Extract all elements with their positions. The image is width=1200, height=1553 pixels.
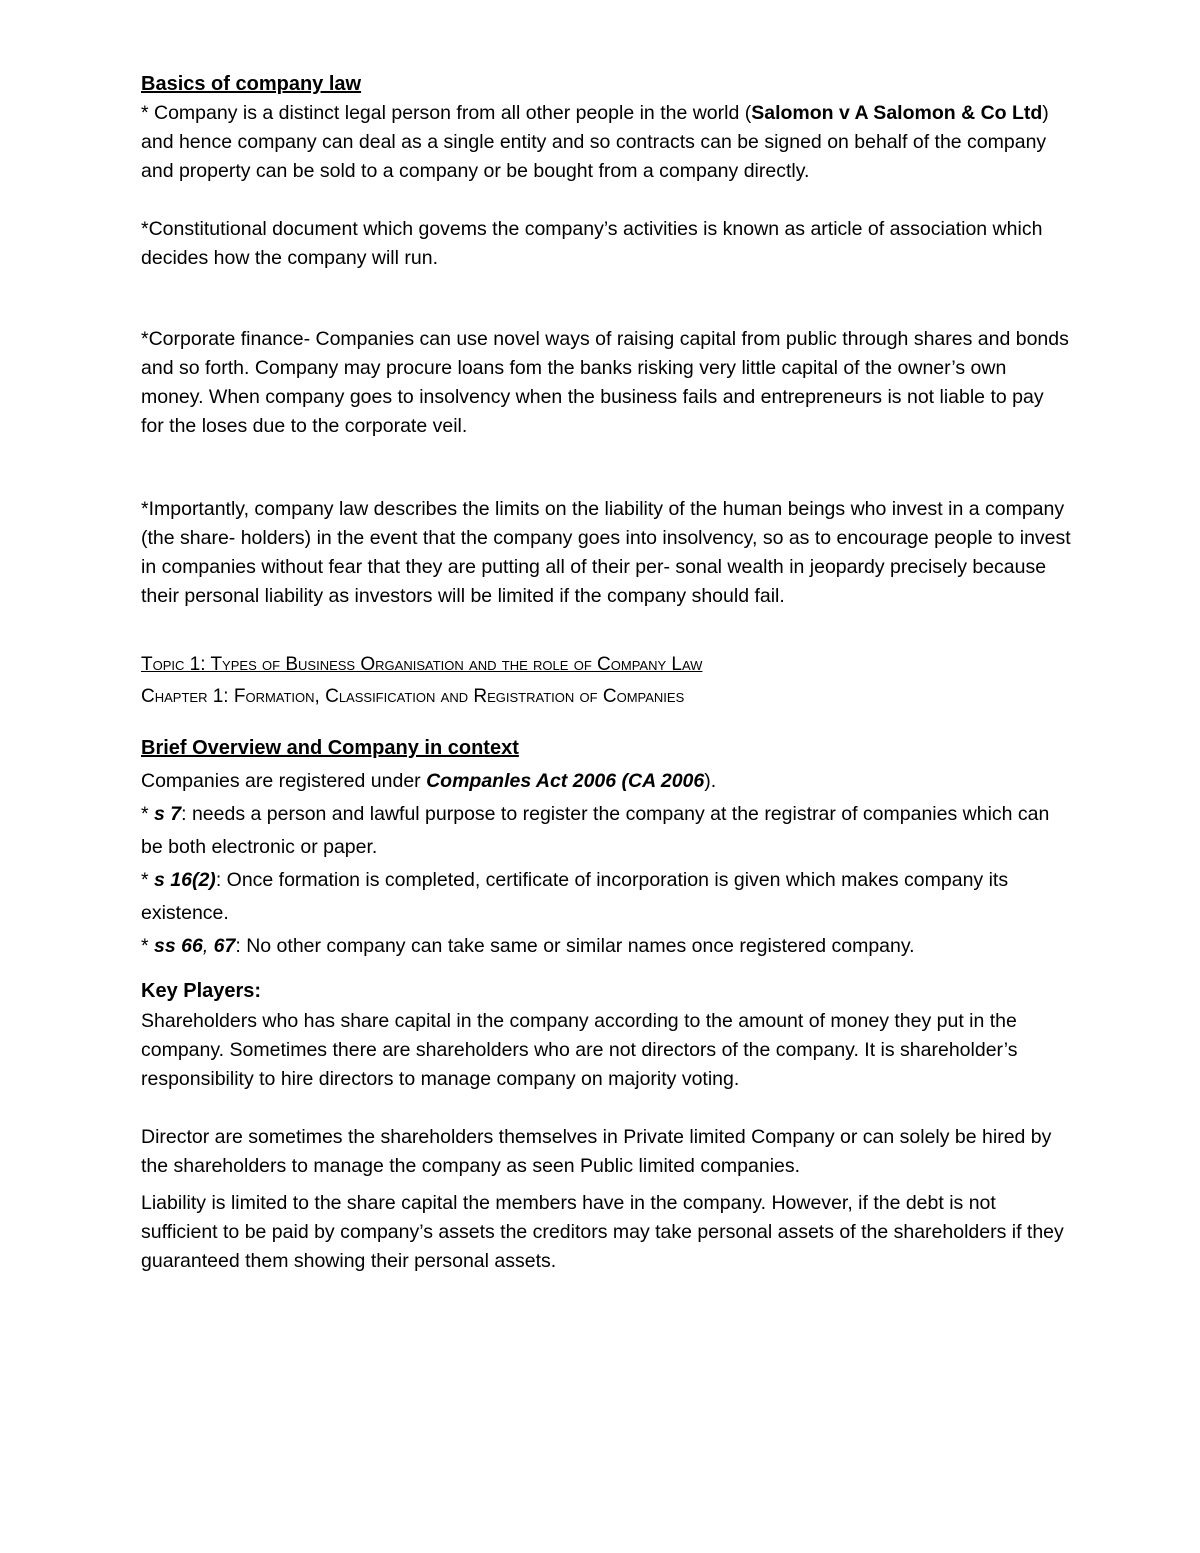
key-players-heading: Key Players: <box>141 980 262 1002</box>
chapter-heading: Chapter 1: Formation, Classification and Registration of Companies <box>141 686 685 707</box>
case-citation: Salomon v A Salomon & Co Ltd <box>751 102 1043 124</box>
basics-p1-start: * Company is a distinct legal person from all other people in the world ( <box>141 102 752 124</box>
registration-text: Companies are registered under <box>141 770 427 792</box>
basics-paragraph-1 <box>141 99 1071 186</box>
key-players-paragraph-3: Liability is limited to the share capital the members have in the company. However, if the debt is not sufficient to be paid by company’s assets the creditors may take personal assets of the shareholders if they guaranteed them showing their personal assets. <box>141 1192 1064 1272</box>
basics-paragraph-4: *Importantly, company law describes the limits on the liability of the human beings who invest in a company (the share- holders) in the event that the company goes into insolvency, so as to encourage people to invest in companies without fear that they are putting all of their per- sonal wealth in jeopardy precisely because their personal liability as investors will be limited if the company should fail. <box>141 498 1071 607</box>
document-page <box>141 70 1071 1276</box>
section-16-text: : Once formation is completed, certificate of incorporation is given which makes company its existence. <box>141 869 1009 924</box>
overview-heading: Brief Overview and Company in context <box>141 737 519 759</box>
section-7-ref: s 7 <box>154 803 182 825</box>
spacer <box>141 273 1071 325</box>
spacer <box>141 611 1071 649</box>
key-players-paragraph-1: Shareholders who has share capital in the company according to the amount of money they put in the company. Sometimes there are shareholders who are not directors of the company. It is shareholder’s responsibility to hire directors to manage company on majority voting. <box>141 1010 1018 1090</box>
section-comma: , <box>202 935 214 957</box>
registration-line <box>141 765 1071 798</box>
section-66-ref: ss 66 <box>154 935 203 957</box>
registration-end: ). <box>704 770 717 792</box>
bullet-star: * <box>141 935 155 957</box>
bullet-star: * <box>141 803 155 825</box>
section-66-67-text: : No other company can take same or similar names once registered company. <box>235 935 915 957</box>
topic-heading: Topic 1: Types of Business Organisation and the role of Company Law <box>141 654 703 675</box>
section-7-item <box>141 798 1071 864</box>
basics-paragraph-3: *Corporate finance- Companies can use novel ways of raising capital from public through shares and bonds and so forth. Company may procure loans fom the banks risking very little capital of the owner’s own money. When company goes to insolvency when the business fails and entrepreneurs is not liable to pay for the loses due to the corporate veil. <box>141 328 1069 437</box>
basics-heading: Basics of company law <box>141 73 362 95</box>
spacer <box>141 1094 1071 1123</box>
spacer <box>141 186 1071 215</box>
spacer <box>141 1181 1071 1189</box>
act-citation: Companles Act 2006 (CA 2006 <box>426 770 705 792</box>
section-67-ref: 67 <box>213 935 236 957</box>
bullet-star: * <box>141 869 155 891</box>
spacer <box>141 441 1071 495</box>
section-16-item <box>141 864 1071 930</box>
basics-paragraph-2: *Constitutional document which govems the company’s activities is known as article of association which decides how the company will run. <box>141 218 1043 269</box>
section-7-text: : needs a person and lawful purpose to register the company at the registrar of companies which can be both electronic or paper. <box>141 803 1050 858</box>
section-16-ref: s 16(2) <box>154 869 216 891</box>
key-players-paragraph-2: Director are sometimes the shareholders themselves in Private limited Company or can solely be hired by the shareholders to manage the company as seen Public limited companies. <box>141 1126 1052 1177</box>
section-66-67-item <box>141 930 1071 963</box>
basics-p1-end: ) and hence company can deal as a single entity and so contracts can be signed on behalf of the company and property can be sold to a company or be bought from a company directly. <box>141 102 1049 182</box>
